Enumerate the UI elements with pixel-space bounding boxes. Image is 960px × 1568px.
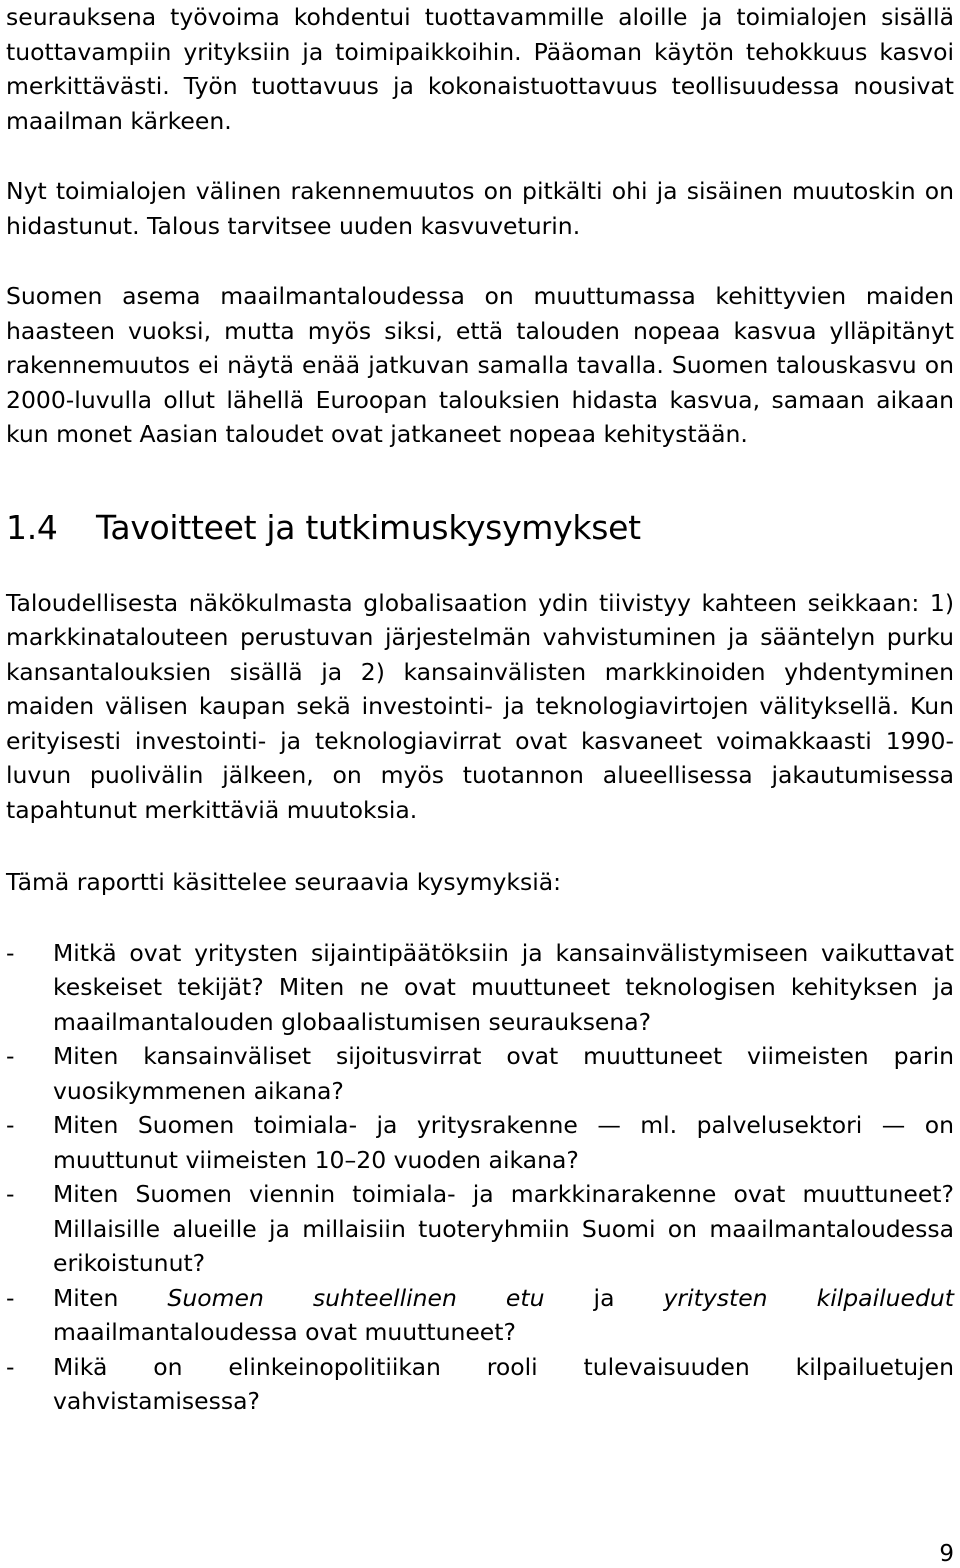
question-text: Miten Suomen toimiala- ja yritysrakenne — ml. palvelusektori — on muuttunut viimeisten 10–20 vuoden aikana? [53, 1111, 954, 1174]
document-page [6, 0, 954, 1568]
question-text: Miten kansainväliset sijoitusvirrat ovat muuttuneet viimeisten parin vuosikymmenen aikana? [53, 1042, 954, 1105]
list-item [6, 1039, 954, 1108]
list-item [6, 1177, 954, 1281]
section-title: Tavoitteet ja tutkimuskysymykset [96, 507, 641, 547]
list-dash: - [6, 938, 15, 967]
question-text-part: ja [544, 1283, 664, 1312]
list-item [6, 936, 954, 1040]
paragraph-intro-continuation: seurauksena työvoima kohdentui tuottavammille aloille ja toimialojen sisällä tuottavampiin yrityksiin ja toimipaikkoihin. Pääoman käytön tehokkuus kasvoi merkittävästi. Työn tuottavuus ja kokonaistuottavuus teollisuudessa nousivat maailman kärkeen. [6, 3, 954, 135]
question-text: Mikä on elinkeinopolitiikan rooli tulevaisuuden kilpailuetujen vahvistamisessa? [53, 1352, 954, 1415]
list-dash: - [6, 1283, 15, 1312]
research-questions-list [6, 936, 954, 1419]
list-dash: - [6, 1111, 15, 1139]
list-item [6, 1281, 954, 1350]
question-text: Miten Suomen viennin toimiala- ja markkinarakenne ovat muuttuneet? Millaisille alueille ja millaisiin tuoteryhmiin Suomi on maailmantaloudessa erikoistunut? [53, 1180, 954, 1277]
list-dash: - [6, 1042, 15, 1070]
list-dash: - [6, 1180, 15, 1208]
page-number: 9 [939, 1541, 954, 1567]
paragraph-questions-intro: Tämä raportti käsittelee seuraavia kysymyksiä: [6, 868, 562, 896]
paragraph-globalisation: Taloudellisesta näkökulmasta globalisaation ydin tiivistyy kahteen seikkaan: 1) markkinatalouteen perustuvan järjestelmän vahvistuminen ja sääntelyn purku kansantalouksien sisällä ja 2) kansainvälisten markkinoiden yhdentyminen maiden välisen kaupan sekä investointi- ja teknologiavirtojen välityksellä. Kun erityisesti investointi- ja teknologiavirrat ovat kasvaneet voimakkaasti 1990-luvun puolivälin jälkeen, on myös tuotannon alueellisessa jakautumisessa tapahtunut merkittäviä muutoksia. [6, 588, 954, 824]
list-dash: - [6, 1352, 15, 1381]
question-text: Mitkä ovat yritysten sijaintipäätöksiin ja kansainvälistymiseen vaikuttavat keskeiset tekijät? Miten ne ovat muuttuneet teknologisen kehityksen ja maailmantalouden globaalistumisen seurauksena? [53, 938, 954, 1036]
list-item [6, 1108, 954, 1177]
section-number: 1.4 [6, 507, 58, 547]
paragraph-structural-change: Nyt toimialojen välinen rakennemuutos on pitkälti ohi ja sisäinen muutoskin on hidastunut. Talous tarvitsee uuden kasvuveturin. [6, 177, 954, 240]
question-emphasis: yritysten kilpailuedut [663, 1283, 955, 1312]
question-text-part: maailmantaloudessa ovat muuttuneet? [53, 1318, 516, 1346]
section-heading [6, 508, 954, 548]
question-text-part: Miten [53, 1283, 168, 1312]
paragraph-finland-position: Suomen asema maailmantaloudessa on muuttumassa kehittyvien maiden haasteen vuoksi, mutta myös siksi, että talouden nopeaa kasvua ylläpitänyt rakennemuutos ei näytä enää jatkuvan samalla tavalla. Suomen talouskasvu on 2000-luvulla ollut lähellä Euroopan talouksien hidasta kasvua, samaan aikaan kun monet Aasian taloudet ovat jatkaneet nopeaa kehitystään. [6, 282, 954, 448]
list-item [6, 1350, 954, 1419]
question-emphasis: Suomen suhteellinen etu [167, 1283, 545, 1312]
